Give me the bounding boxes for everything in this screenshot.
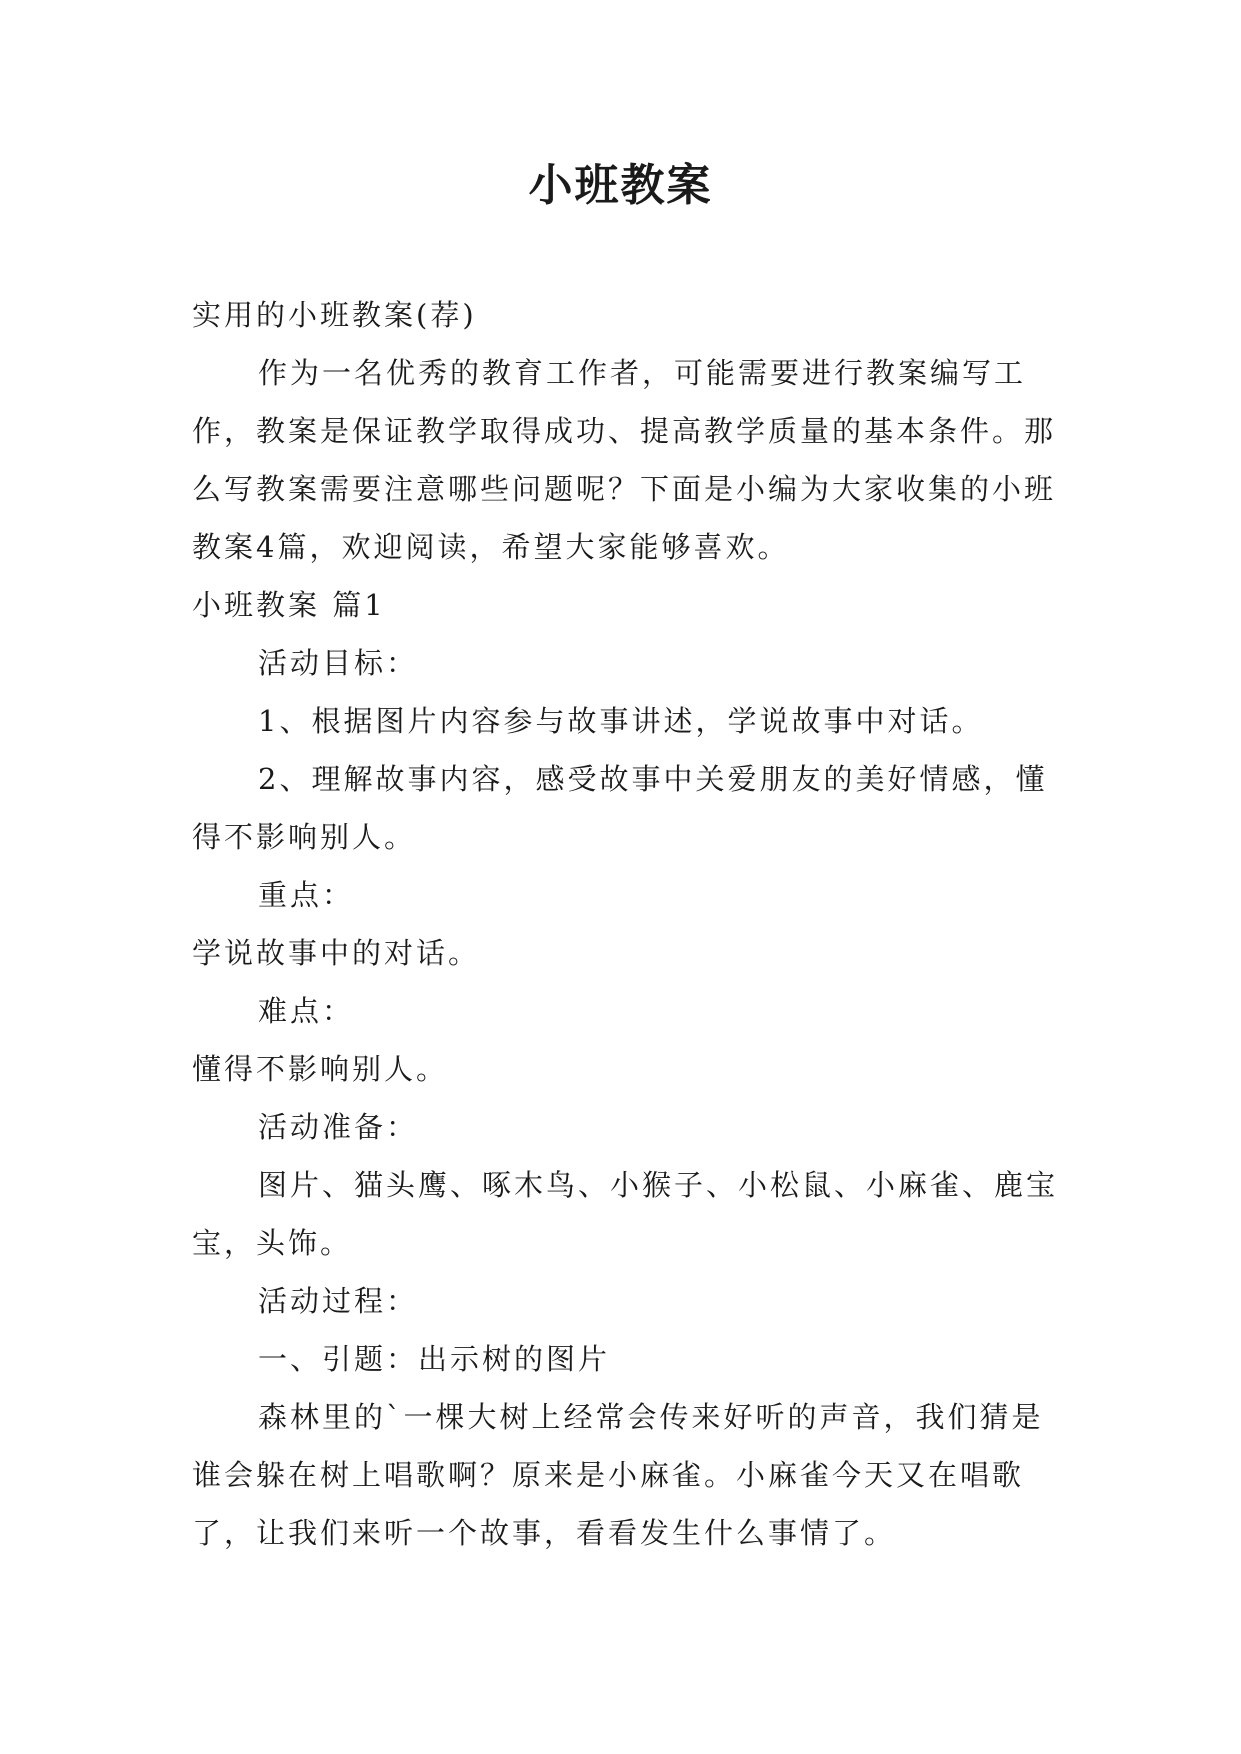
- difficulty-text: 懂得不影响别人。: [192, 1052, 449, 1086]
- section-heading: 小班教案 篇1: [192, 588, 386, 622]
- document-body: [192, 286, 1072, 1562]
- goal-item-1: 1、根据图片内容参与故事讲述，学说故事中对话。: [258, 704, 984, 738]
- intro-paragraph: 作为一名优秀的教育工作者，可能需要进行教案编写工作，教案是保证教学取得成功、提高教学质量的基本条件。那么写教案需要注意哪些问题呢？下面是小编为大家收集的小班教案4篇，欢迎阅读，希望大家能够喜欢。: [192, 356, 1057, 564]
- preparation-text: 图片、猫头鹰、啄木鸟、小猴子、小松鼠、小麻雀、鹿宝宝，头饰。: [192, 1168, 1059, 1260]
- subtitle-line: 实用的小班教案(荐): [192, 298, 477, 332]
- difficulty-heading: 难点：: [258, 994, 355, 1028]
- key-point-text: 学说故事中的对话。: [192, 936, 481, 970]
- story-paragraph: 森林里的`一棵大树上经常会传来好听的声音，我们猜是谁会躲在树上唱歌啊？原来是小麻雀。小麻雀今天又在唱歌了，让我们来听一个故事，看看发生什么事情了。: [192, 1400, 1044, 1550]
- goal-item-2: 2、理解故事内容，感受故事中关爱朋友的美好情感，懂得不影响别人。: [192, 762, 1048, 854]
- process-step-1: 一、引题：出示树的图片: [258, 1342, 611, 1376]
- goals-heading: 活动目标：: [258, 646, 419, 680]
- page-title: 小班教案: [528, 160, 713, 211]
- key-point-heading: 重点：: [258, 878, 355, 912]
- preparation-heading: 活动准备：: [258, 1110, 419, 1144]
- process-heading: 活动过程：: [258, 1284, 419, 1318]
